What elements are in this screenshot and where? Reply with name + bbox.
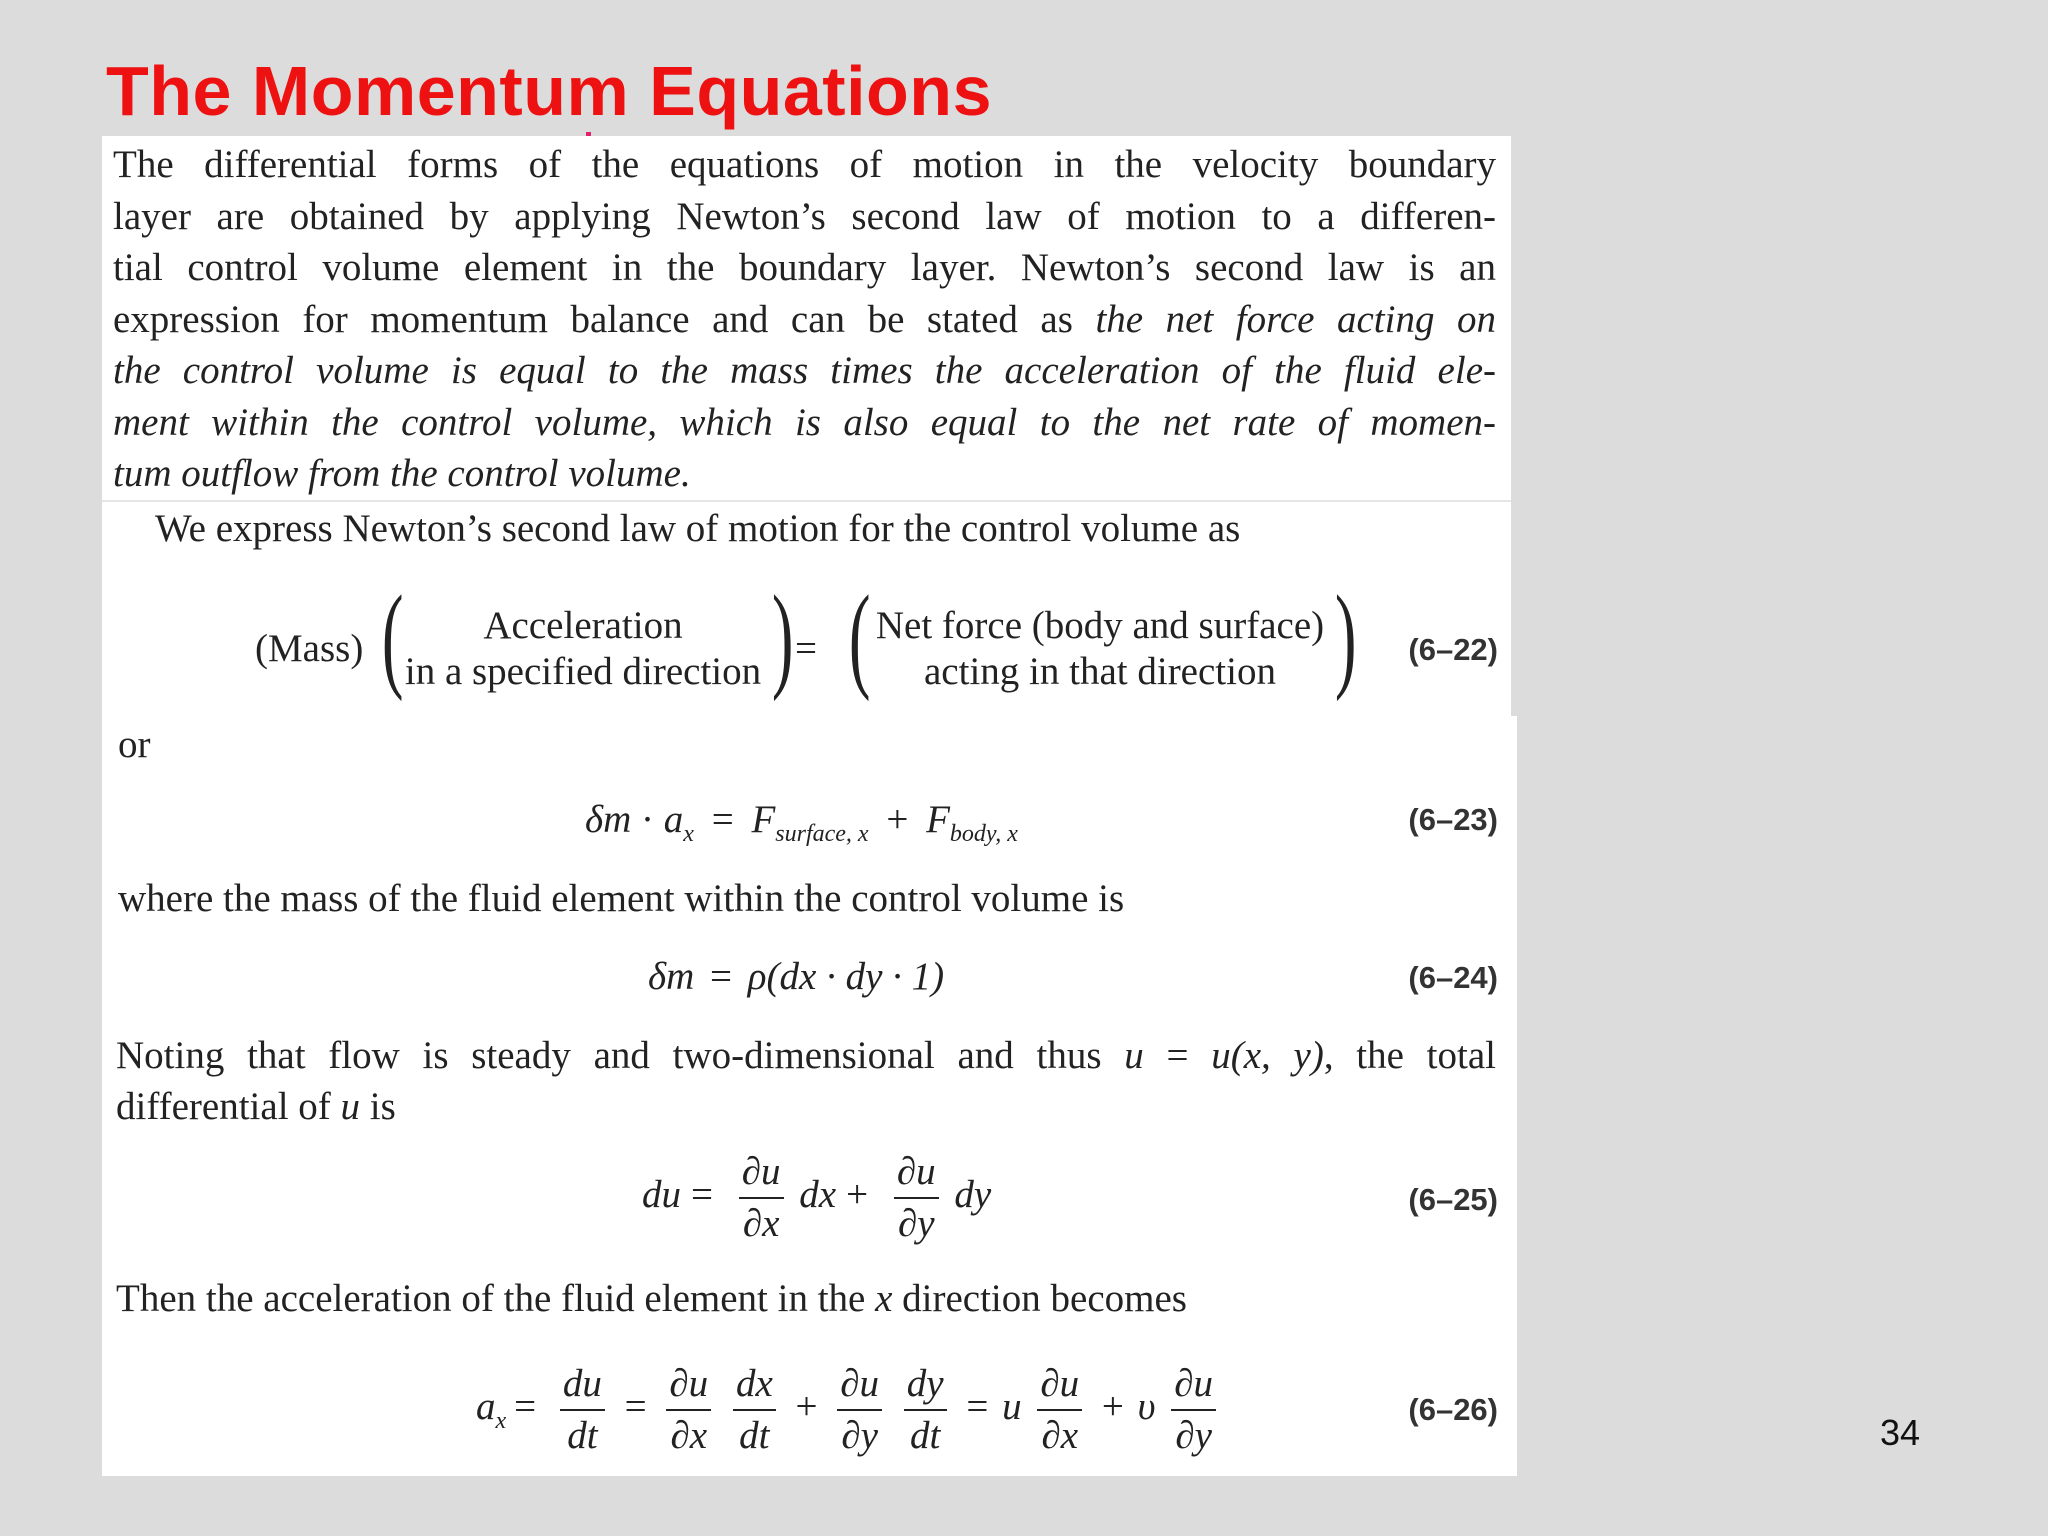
panel-divider: [102, 500, 1511, 502]
eq22-left-bottom: in a specified direction: [404, 650, 762, 693]
fraction: $\frac{du}{dt}$: [560, 1359, 605, 1461]
slide-title: The Momentum Equations: [106, 52, 992, 130]
fraction: $\frac{dy}{dt}$: [904, 1359, 947, 1461]
paragraph-line: layer are obtained by applying Newton’s second law of motion to a differen-: [113, 194, 1496, 238]
fraction: $\frac{\partial u}{\partial y}$: [837, 1359, 882, 1461]
page-number: 34: [1880, 1412, 1921, 1453]
equation-6-23: $\delta m \cdot a_x = F_{surface, x} + F_{body, x}$: [585, 798, 1018, 847]
eq22-mass: (Mass): [255, 627, 364, 670]
eq22-right-top: Net force (body and surface): [875, 604, 1325, 647]
paragraph-line: tial control volume element in the boundary layer. Newton’s second law is an: [113, 246, 1496, 289]
sentence-acceleration: Then the acceleration of the fluid element in the x direction becomes: [116, 1277, 1187, 1320]
equation-6-22: (Mass) ( Acceleration in a specified direction ) = ( Net force (body and surface) acting in that direction ): [255, 571, 1357, 702]
fraction: $\frac{\partial u}{\partial y}$: [1171, 1359, 1216, 1461]
fraction: $\frac{dx}{dt}$: [733, 1359, 776, 1461]
equation-number-6-22: (6–22): [1408, 632, 1498, 667]
eq22-equals: =: [795, 627, 817, 670]
fraction: $\frac{\partial u}{\partial x}$: [666, 1359, 711, 1461]
equation-6-26: $a_x$ = $\frac{du}{dt}$ = $\frac{\partial u}{\partial x}$ $\frac{dx}{dt}$ + $\frac{\partial u}{\partial y}$ $\frac{dy}{dt}$ = u $\frac{\partial u}{\partial x}$ + υ $\frac{\partial u}{\partial y}$: [476, 1359, 1222, 1461]
eq22-left-top: Acceleration: [483, 604, 683, 647]
fraction: $\frac{\partial u}{\partial x}$: [739, 1147, 784, 1249]
equation-6-25: du = $\frac{\partial u}{\partial x}$ dx + $\frac{\partial u}{\partial y}$ dy: [642, 1147, 991, 1249]
paragraph-line: expression for momentum balance and can be stated as the net force acting on: [113, 297, 1496, 341]
sentence-mass: where the mass of the fluid element within the control volume is: [118, 877, 1125, 920]
paragraph-line: ment within the control volume, which is also equal to the net rate of momen-: [113, 400, 1496, 444]
steady-flow-paragraph: Noting that flow is steady and two-dimensional and thus u = u(x, y), the total: [116, 1034, 1496, 1077]
paragraph-line: The differential forms of the equations of motion in the velocity boundary: [113, 143, 1496, 186]
paragraph-line: tum outflow from the control volume.: [113, 452, 691, 495]
equation-number-6-25: (6–25): [1408, 1182, 1498, 1217]
fraction: $\frac{\partial u}{\partial x}$: [1037, 1359, 1082, 1461]
sentence-express: We express Newton’s second law of motion for the control volume as: [155, 507, 1241, 550]
paragraph-line: the control volume is equal to the mass times the acceleration of the fluid ele-: [113, 349, 1496, 392]
word-or: or: [118, 723, 151, 766]
equation-number-6-26: (6–26): [1408, 1392, 1498, 1427]
steady-flow-paragraph-line2: differential of u is: [116, 1085, 396, 1128]
fraction: $\frac{\partial u}{\partial y}$: [894, 1147, 939, 1249]
equation-number-6-23: (6–23): [1408, 802, 1498, 837]
equation-6-24: δm = ρ(dx · dy · 1): [648, 955, 945, 998]
eq22-right-bottom: acting in that direction: [924, 650, 1276, 693]
equation-number-6-24: (6–24): [1408, 960, 1498, 995]
intro-paragraph: [113, 139, 1496, 500]
